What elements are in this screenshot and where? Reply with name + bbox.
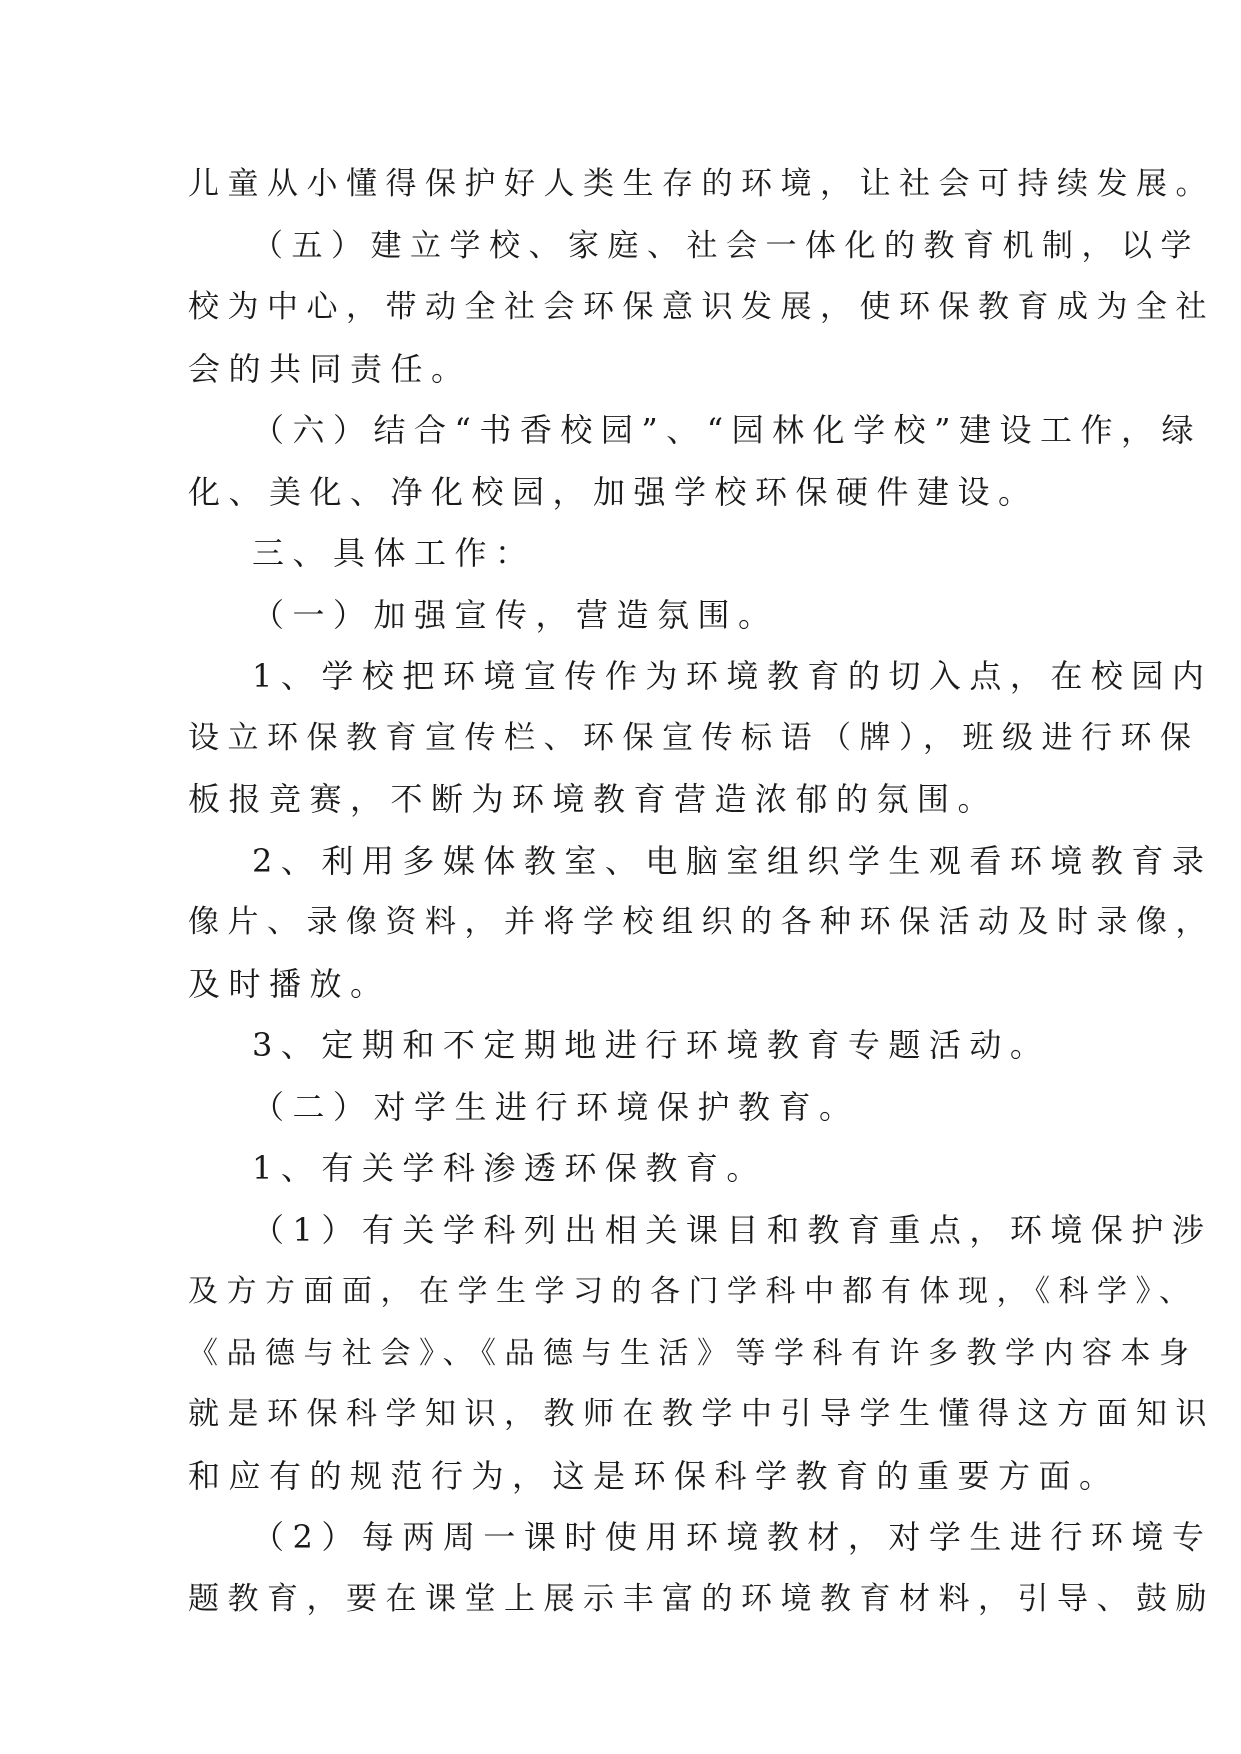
text-line: 儿童从小懂得保护好人类生存的环境，让社会可持续发展。 — [188, 166, 1215, 202]
text-line: 像片、录像资料，并将学校组织的各种环保活动及时录像， — [188, 904, 1215, 940]
text-line: 三、具体工作： — [252, 534, 536, 572]
text-line: 校为中心，带动全社会环保意识发展，使环保教育成为全社 — [188, 289, 1215, 325]
text-line: 会的共同责任。 — [188, 349, 472, 388]
document-body — [188, 154, 1215, 1630]
text-line: 就是环保科学知识，教师在教学中引导学生懂得这方面知识 — [188, 1396, 1215, 1432]
text-line: 2、利用多媒体教室、电脑室组织学生观看环境教育录 — [252, 841, 1213, 880]
text-line: （一）加强宣传，营造氛围。 — [252, 595, 779, 634]
text-line: （1）有关学科列出相关课目和教育重点，环境保护涉 — [252, 1210, 1213, 1249]
text-line: （2）每两周一课时使用环境教材，对学生进行环境专 — [252, 1518, 1213, 1556]
text-line: 1、有关学科渗透环保教育。 — [252, 1149, 767, 1187]
text-line: 化、美化、净化校园，加强学校环保硬件建设。 — [188, 472, 1039, 511]
text-line: 1、学校把环境宣传作为环境教育的切入点，在校园内 — [252, 657, 1213, 695]
text-line: （六）结合“书香校园”、“园林化学校”建设工作，绿 — [252, 411, 1202, 449]
text-line: 设立环保教育宣传栏、环保宣传标语（牌），班级进行环保 — [188, 719, 1200, 756]
text-line: （二）对学生进行环境保护教育。 — [252, 1087, 860, 1126]
text-line: 《品德与社会》、《品德与生活》等学科有许多教学内容本身 — [188, 1335, 1198, 1371]
text-line: 及时播放。 — [188, 964, 391, 1003]
text-line: 题教育，要在课堂上展示丰富的环境教育材料，引导、鼓励 — [188, 1580, 1215, 1617]
text-line: 3、定期和不定期地进行环境教育专题活动。 — [252, 1026, 1051, 1064]
text-line: 和应有的规范行为，这是环保科学教育的重要方面。 — [188, 1456, 1120, 1495]
text-line: 及方方面面，在学生学习的各门学科中都有体现，《科学》、 — [188, 1274, 1198, 1309]
text-line: 板报竞赛，不断为环境教育营造浓郁的氛围。 — [188, 780, 999, 818]
text-line: （五）建立学校、家庭、社会一体化的教育机制，以学 — [252, 227, 1200, 264]
